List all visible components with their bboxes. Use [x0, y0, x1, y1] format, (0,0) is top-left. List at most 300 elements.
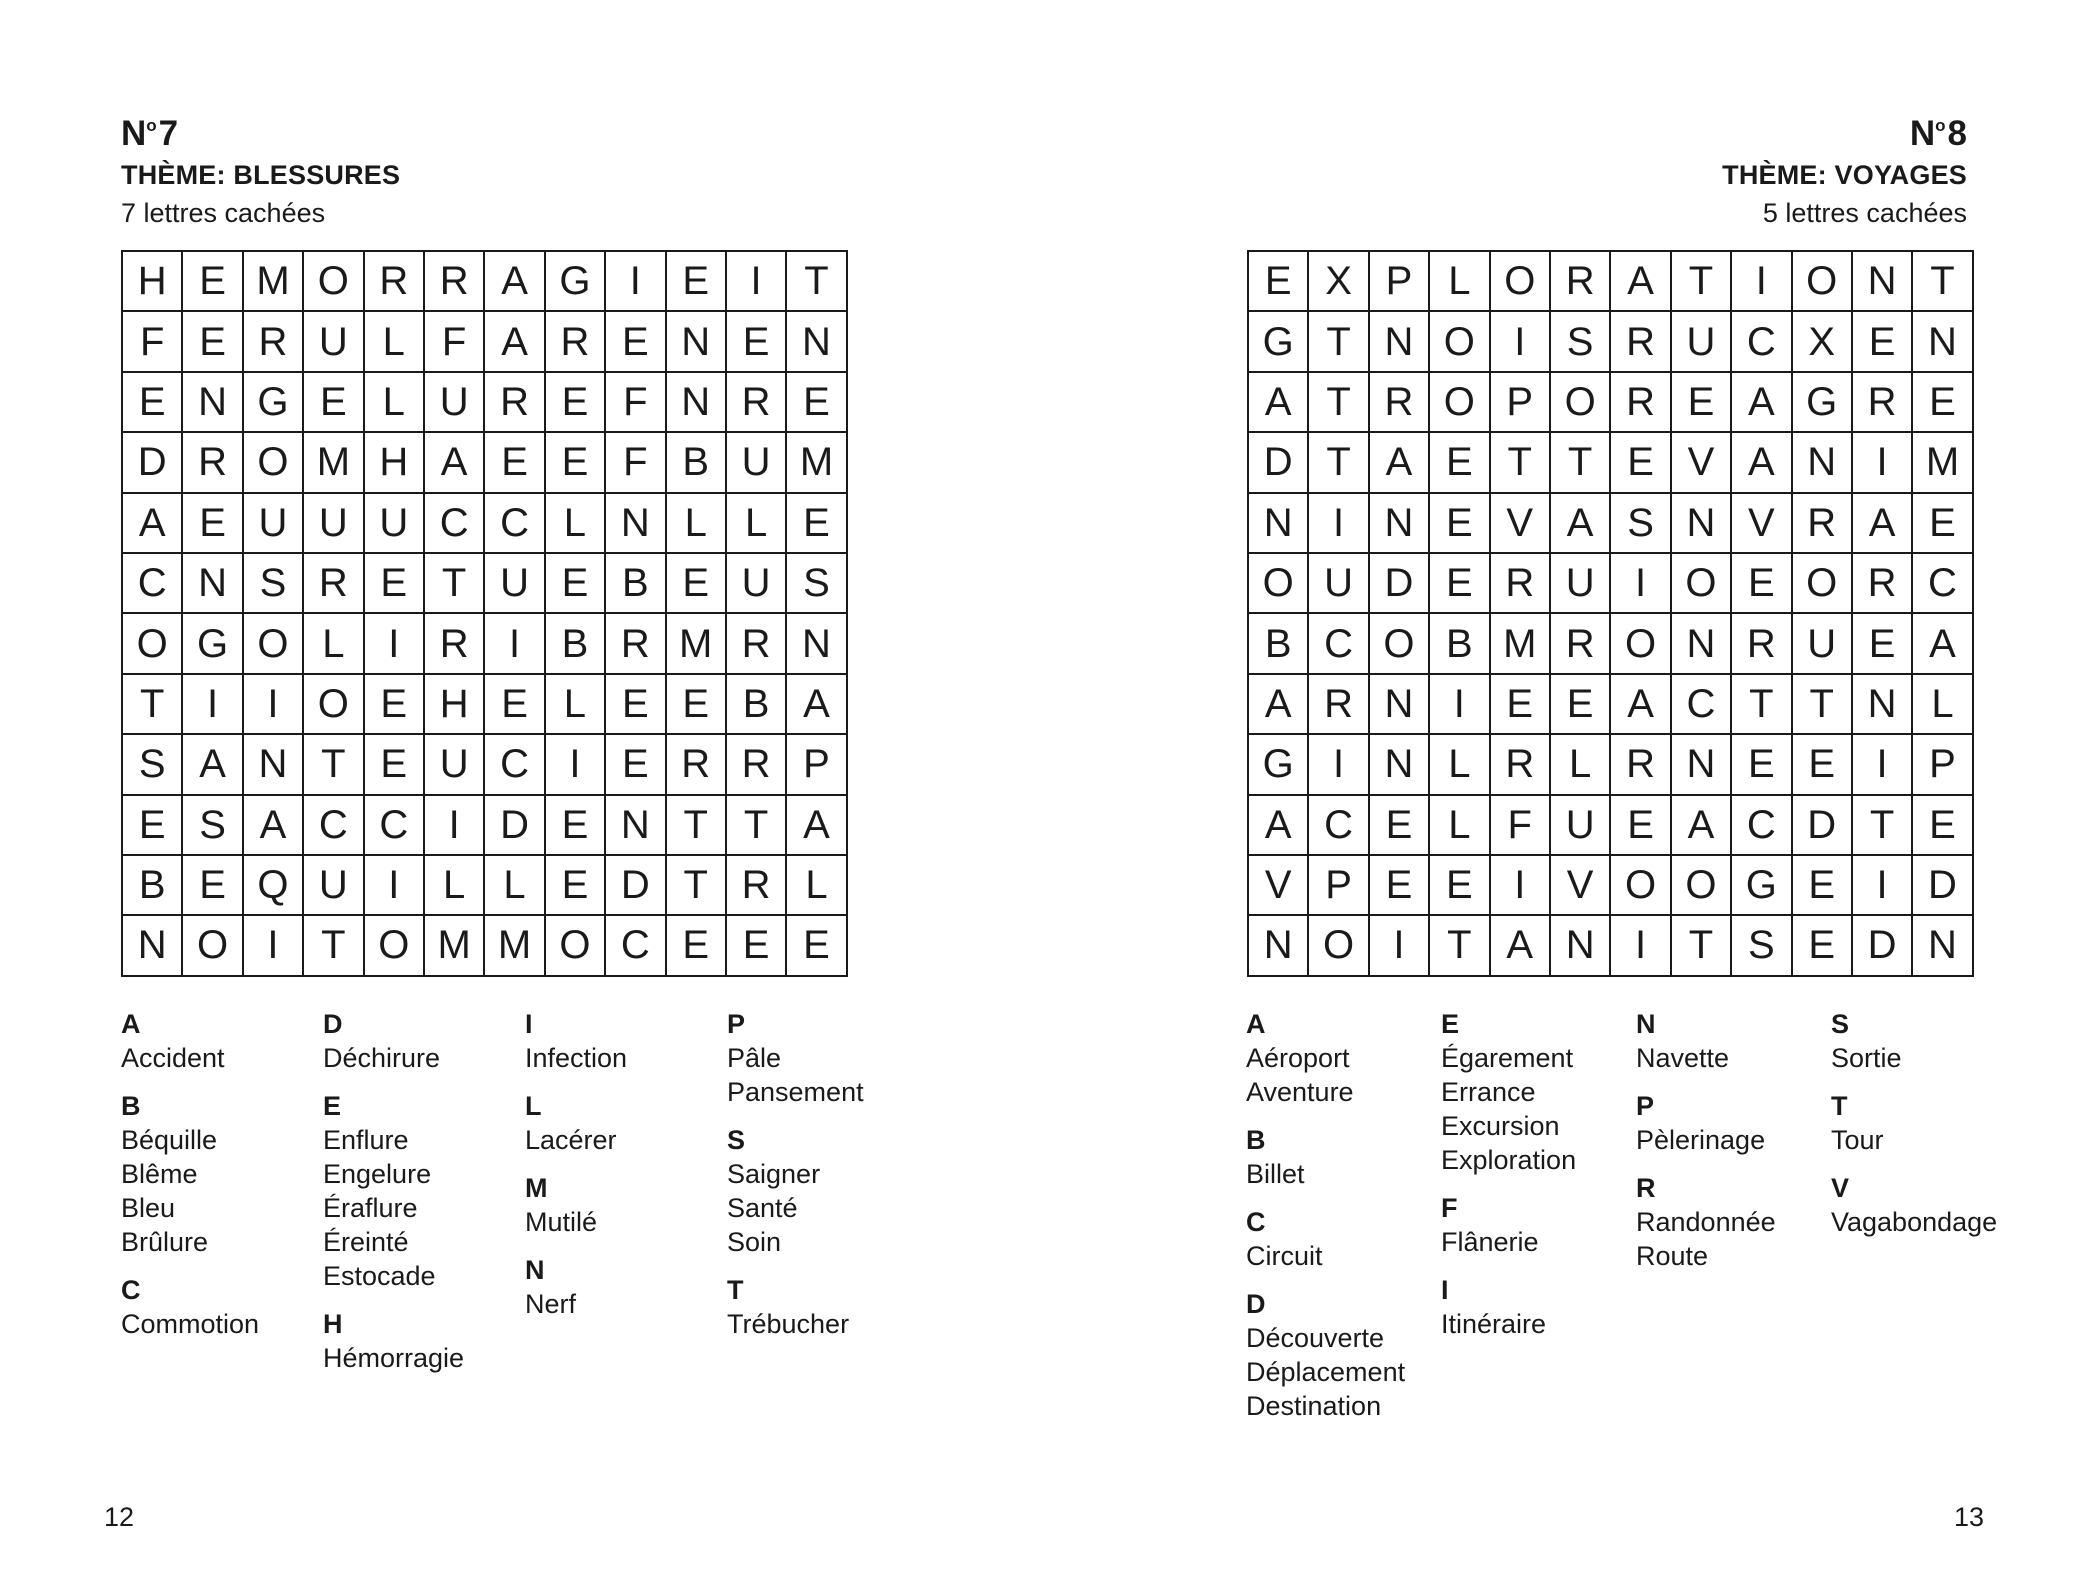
grid-cell: P: [1913, 735, 1973, 795]
number-prefix-sup: o: [146, 116, 157, 135]
word-item: Commotion: [121, 1309, 260, 1339]
puzzle-theme: THÈME: BLESSURES: [121, 160, 401, 190]
grid-cell: G: [1249, 735, 1309, 795]
group-letter: B: [121, 1091, 141, 1121]
word-item: Itinéraire: [1441, 1309, 1547, 1339]
grid-cell: U: [1551, 554, 1611, 614]
grid-cell: E: [1370, 856, 1430, 916]
group-letter: S: [727, 1125, 746, 1155]
word-group: [525, 1172, 727, 1239]
puzzle-number: [1247, 104, 1967, 156]
grid-cell: G: [183, 614, 243, 674]
word-item: Route: [1636, 1241, 1709, 1271]
grid-cell: T: [1913, 252, 1973, 312]
grid-cell: N: [606, 796, 666, 856]
group-letter: A: [121, 1009, 141, 1039]
grid-cell: E: [787, 373, 847, 433]
grid-cell: E: [485, 433, 545, 493]
grid-cell: E: [1793, 856, 1853, 916]
grid-cell: I: [1732, 252, 1792, 312]
grid-cell: O: [304, 252, 364, 312]
grid-cell: F: [606, 373, 666, 433]
grid-cell: N: [1249, 916, 1309, 976]
grid-cell: C: [1732, 312, 1792, 372]
grid-cell: E: [546, 433, 606, 493]
grid-cell: V: [1551, 856, 1611, 916]
grid-cell: S: [244, 554, 304, 614]
word-group: [1636, 1172, 1831, 1273]
grid-cell: T: [1551, 433, 1611, 493]
grid-cell: A: [123, 494, 183, 554]
grid-cell: I: [546, 735, 606, 795]
grid-cell: N: [787, 312, 847, 372]
grid-cell: E: [304, 373, 364, 433]
word-item: Déplacement: [1246, 1357, 1406, 1387]
grid-cell: S: [1732, 916, 1792, 976]
word-list-column: [1636, 1008, 1831, 1438]
grid-cell: O: [1611, 614, 1671, 674]
grid-cell: I: [1309, 494, 1369, 554]
grid-cell: N: [1551, 916, 1611, 976]
grid-cell: O: [1551, 373, 1611, 433]
word-item: Billet: [1246, 1159, 1305, 1189]
word-group: [1246, 1124, 1441, 1191]
grid-cell: L: [1430, 252, 1490, 312]
grid-cell: U: [244, 494, 304, 554]
grid-cell: A: [485, 312, 545, 372]
grid-cell: N: [1853, 252, 1913, 312]
puzzle-theme: THÈME: VOYAGES: [1722, 160, 1967, 190]
word-group: [525, 1254, 727, 1321]
grid-cell: F: [425, 312, 485, 372]
page-number: 13: [1954, 1502, 1985, 1532]
grid-cell: T: [727, 796, 787, 856]
word-list: [121, 1008, 929, 1390]
grid-cell: E: [1430, 856, 1490, 916]
word-item: Hémorragie: [323, 1343, 465, 1373]
grid-cell: R: [1491, 735, 1551, 795]
grid-cell: D: [1913, 856, 1973, 916]
grid-cell: V: [1732, 494, 1792, 554]
grid-cell: A: [1732, 373, 1792, 433]
grid-cell: C: [485, 494, 545, 554]
grid-cell: U: [727, 554, 787, 614]
grid-cell: F: [606, 433, 666, 493]
grid-cell: D: [1793, 796, 1853, 856]
number-value: 7: [158, 114, 179, 153]
grid-cell: E: [1853, 614, 1913, 674]
grid-cell: R: [727, 735, 787, 795]
grid-cell: I: [1611, 554, 1671, 614]
grid-cell: A: [1249, 373, 1309, 433]
grid-cell: B: [1249, 614, 1309, 674]
group-letter: P: [727, 1009, 746, 1039]
grid-cell: O: [1672, 554, 1732, 614]
grid-cell: Q: [244, 856, 304, 916]
grid-cell: O: [1249, 554, 1309, 614]
grid-cell: U: [1551, 796, 1611, 856]
hidden-letters-count: 7 lettres cachées: [121, 198, 326, 228]
word-item: Circuit: [1246, 1241, 1323, 1271]
grid-cell: R: [1309, 675, 1369, 735]
grid-cell: N: [1913, 312, 1973, 372]
grid-cell: E: [1249, 252, 1309, 312]
grid-cell: L: [365, 373, 425, 433]
grid-cell: T: [1853, 796, 1913, 856]
grid-cell: A: [1732, 433, 1792, 493]
grid-cell: E: [546, 554, 606, 614]
grid-cell: D: [1853, 916, 1913, 976]
grid-cell: I: [1370, 916, 1430, 976]
word-group: [1831, 1172, 2026, 1239]
word-group: [323, 1308, 525, 1375]
grid-cell: E: [1551, 675, 1611, 735]
grid-cell: E: [606, 312, 666, 372]
grid-cell: O: [244, 433, 304, 493]
word-item: Pâle: [727, 1043, 782, 1073]
grid-cell: B: [606, 554, 666, 614]
grid-cell: T: [1793, 675, 1853, 735]
grid-cell: R: [365, 252, 425, 312]
grid-cell: L: [425, 856, 485, 916]
grid-cell: E: [1430, 433, 1490, 493]
grid-cell: E: [606, 675, 666, 735]
grid-cell: C: [1309, 796, 1369, 856]
word-item: Randonnée: [1636, 1207, 1776, 1237]
grid-cell: U: [485, 554, 545, 614]
grid-cell: N: [183, 554, 243, 614]
grid-cell: H: [425, 675, 485, 735]
grid-cell: E: [123, 373, 183, 433]
grid-cell: I: [1853, 433, 1913, 493]
grid-cell: E: [1853, 312, 1913, 372]
grid-cell: I: [1491, 312, 1551, 372]
grid-cell: A: [1249, 675, 1309, 735]
word-item: Trébucher: [727, 1309, 850, 1339]
puzzle-header: [121, 104, 841, 232]
grid-cell: U: [425, 373, 485, 433]
word-item: Excursion: [1441, 1111, 1560, 1141]
grid-cell: N: [1672, 494, 1732, 554]
word-item: Infection: [525, 1043, 628, 1073]
grid-cell: O: [1430, 373, 1490, 433]
grid-cell: I: [365, 856, 425, 916]
grid-cell: T: [1672, 916, 1732, 976]
grid-cell: A: [1370, 433, 1430, 493]
grid-cell: I: [1491, 856, 1551, 916]
grid-cell: I: [365, 614, 425, 674]
grid-cell: E: [667, 252, 727, 312]
grid-cell: N: [1249, 494, 1309, 554]
grid-cell: N: [244, 735, 304, 795]
grid-cell: A: [787, 675, 847, 735]
grid-cell: N: [183, 373, 243, 433]
grid-cell: U: [304, 856, 364, 916]
grid-cell: G: [1793, 373, 1853, 433]
word-item: Enflure: [323, 1125, 409, 1155]
grid-cell: N: [667, 312, 727, 372]
grid-cell: C: [1309, 614, 1369, 674]
grid-cell: M: [485, 916, 545, 976]
word-group: [323, 1008, 525, 1075]
grid-cell: N: [1370, 312, 1430, 372]
grid-cell: G: [244, 373, 304, 433]
number-prefix: N: [121, 114, 147, 153]
grid-cell: R: [1551, 252, 1611, 312]
word-item: Aéroport: [1246, 1043, 1350, 1073]
word-list-column: [1831, 1008, 2026, 1438]
word-item: Errance: [1441, 1077, 1536, 1107]
grid-cell: U: [1672, 312, 1732, 372]
grid-cell: E: [1793, 735, 1853, 795]
grid-cell: N: [1370, 675, 1430, 735]
group-letter: N: [1636, 1009, 1656, 1039]
grid-cell: O: [365, 916, 425, 976]
word-item: Béquille: [121, 1125, 218, 1155]
word-list-column: [121, 1008, 323, 1390]
grid-cell: R: [1732, 614, 1792, 674]
grid-cell: A: [1611, 675, 1671, 735]
word-item: Estocade: [323, 1261, 436, 1291]
grid-cell: B: [123, 856, 183, 916]
grid-cell: T: [1309, 373, 1369, 433]
grid-cell: E: [1491, 675, 1551, 735]
grid-cell: N: [1370, 735, 1430, 795]
puzzle-number: [121, 104, 841, 156]
word-item: Découverte: [1246, 1323, 1385, 1353]
grid-cell: M: [425, 916, 485, 976]
grid-cell: X: [1793, 312, 1853, 372]
grid-cell: P: [1309, 856, 1369, 916]
grid-cell: C: [425, 494, 485, 554]
group-letter: T: [727, 1275, 744, 1305]
grid-cell: C: [1672, 675, 1732, 735]
grid-cell: U: [1309, 554, 1369, 614]
grid-cell: E: [667, 554, 727, 614]
grid-cell: U: [425, 735, 485, 795]
word-item: Flânerie: [1441, 1227, 1539, 1257]
grid-cell: C: [606, 916, 666, 976]
word-item: Lacérer: [525, 1125, 617, 1155]
grid-cell: E: [183, 494, 243, 554]
grid-cell: E: [1793, 916, 1853, 976]
grid-cell: E: [787, 916, 847, 976]
word-group: [121, 1274, 323, 1341]
grid-cell: U: [365, 494, 425, 554]
group-letter: S: [1831, 1009, 1850, 1039]
word-list: [1246, 1008, 2026, 1438]
grid-cell: M: [787, 433, 847, 493]
grid-cell: A: [1249, 796, 1309, 856]
grid-cell: A: [1491, 916, 1551, 976]
word-item: Engelure: [323, 1159, 432, 1189]
grid-cell: E: [1913, 373, 1973, 433]
word-group: [1246, 1288, 1441, 1423]
grid-cell: R: [1793, 494, 1853, 554]
grid-cell: I: [244, 675, 304, 735]
grid-cell: A: [1853, 494, 1913, 554]
grid-cell: S: [123, 735, 183, 795]
word-item: Tour: [1831, 1125, 1884, 1155]
grid-cell: O: [183, 916, 243, 976]
grid-cell: N: [1913, 916, 1973, 976]
grid-cell: N: [1853, 675, 1913, 735]
grid-cell: R: [546, 312, 606, 372]
word-group: [1246, 1206, 1441, 1273]
word-item: Éreinté: [323, 1227, 409, 1257]
grid-cell: I: [1430, 675, 1490, 735]
grid-cell: N: [1370, 494, 1430, 554]
grid-cell: I: [1853, 735, 1913, 795]
grid-cell: R: [425, 614, 485, 674]
grid-cell: F: [1491, 796, 1551, 856]
grid-cell: R: [1491, 554, 1551, 614]
word-group: [1246, 1008, 1441, 1109]
number-prefix-sup: o: [1935, 116, 1946, 135]
word-item: Saigner: [727, 1159, 821, 1189]
grid-cell: L: [365, 312, 425, 372]
grid-cell: A: [425, 433, 485, 493]
grid-cell: P: [787, 735, 847, 795]
grid-cell: E: [1611, 433, 1671, 493]
word-group: [1636, 1090, 1831, 1157]
grid-cell: P: [1491, 373, 1551, 433]
grid-cell: D: [123, 433, 183, 493]
grid-cell: E: [727, 916, 787, 976]
grid-cell: C: [365, 796, 425, 856]
grid-cell: T: [123, 675, 183, 735]
grid-cell: I: [1611, 916, 1671, 976]
grid-cell: U: [304, 494, 364, 554]
grid-cell: A: [1611, 252, 1671, 312]
grid-cell: T: [667, 856, 727, 916]
grid-cell: S: [787, 554, 847, 614]
grid-cell: M: [1491, 614, 1551, 674]
word-search-grid: [121, 250, 848, 977]
word-group: [1831, 1090, 2026, 1157]
grid-cell: R: [425, 252, 485, 312]
grid-cell: C: [1913, 554, 1973, 614]
group-letter: M: [525, 1173, 548, 1203]
word-item: Soin: [727, 1227, 782, 1257]
grid-cell: O: [546, 916, 606, 976]
word-group: [525, 1090, 727, 1157]
word-group: [1441, 1192, 1636, 1259]
grid-cell: E: [1913, 796, 1973, 856]
grid-cell: E: [1732, 554, 1792, 614]
grid-cell: L: [304, 614, 364, 674]
group-letter: H: [323, 1309, 343, 1339]
word-group: [121, 1090, 323, 1259]
word-group: [1441, 1008, 1636, 1177]
grid-cell: C: [304, 796, 364, 856]
grid-cell: R: [1370, 373, 1430, 433]
word-item: Santé: [727, 1193, 798, 1223]
word-item: Vagabondage: [1831, 1207, 1998, 1237]
group-letter: N: [525, 1255, 545, 1285]
grid-cell: N: [787, 614, 847, 674]
grid-cell: R: [1551, 614, 1611, 674]
grid-cell: N: [1793, 433, 1853, 493]
grid-cell: O: [1370, 614, 1430, 674]
word-group: [727, 1124, 929, 1259]
number-prefix: N: [1909, 114, 1936, 153]
grid-cell: E: [1913, 494, 1973, 554]
grid-cell: L: [787, 856, 847, 916]
group-letter: F: [1441, 1193, 1458, 1223]
word-item: Blême: [121, 1159, 198, 1189]
grid-cell: T: [1672, 252, 1732, 312]
grid-cell: S: [1551, 312, 1611, 372]
grid-cell: O: [1430, 312, 1490, 372]
grid-cell: T: [1732, 675, 1792, 735]
grid-cell: I: [244, 916, 304, 976]
group-letter: V: [1831, 1173, 1850, 1203]
grid-cell: E: [1732, 735, 1792, 795]
grid-cell: A: [1672, 796, 1732, 856]
grid-cell: M: [1913, 433, 1973, 493]
right-page: [1037, 0, 2074, 1583]
word-group: [727, 1274, 929, 1341]
word-item: Nerf: [525, 1289, 577, 1319]
grid-cell: I: [1853, 856, 1913, 916]
grid-cell: E: [606, 735, 666, 795]
word-group: [1441, 1274, 1636, 1341]
grid-cell: N: [606, 494, 666, 554]
grid-cell: E: [365, 735, 425, 795]
grid-cell: C: [485, 735, 545, 795]
word-group: [1831, 1008, 2026, 1075]
grid-cell: E: [365, 675, 425, 735]
word-item: Pèlerinage: [1636, 1125, 1766, 1155]
grid-cell: E: [123, 796, 183, 856]
grid-cell: E: [667, 916, 727, 976]
word-item: Pansement: [727, 1077, 864, 1107]
grid-cell: M: [304, 433, 364, 493]
grid-cell: R: [727, 373, 787, 433]
word-group: [121, 1008, 323, 1075]
word-item: Brûlure: [121, 1227, 209, 1257]
grid-cell: L: [485, 856, 545, 916]
grid-cell: A: [485, 252, 545, 312]
grid-cell: I: [425, 796, 485, 856]
grid-cell: E: [365, 554, 425, 614]
grid-cell: E: [1611, 796, 1671, 856]
grid-cell: E: [1430, 554, 1490, 614]
grid-cell: T: [787, 252, 847, 312]
grid-cell: L: [1913, 675, 1973, 735]
group-letter: R: [1636, 1173, 1656, 1203]
word-item: Exploration: [1441, 1145, 1577, 1175]
word-item: Mutilé: [525, 1207, 598, 1237]
grid-cell: R: [727, 856, 787, 916]
word-list-column: [525, 1008, 727, 1390]
grid-cell: E: [667, 675, 727, 735]
grid-cell: S: [1611, 494, 1671, 554]
grid-cell: R: [606, 614, 666, 674]
grid-cell: L: [667, 494, 727, 554]
grid-cell: T: [667, 796, 727, 856]
number-value: 8: [1947, 114, 1967, 153]
grid-cell: P: [1370, 252, 1430, 312]
grid-cell: T: [1309, 312, 1369, 372]
grid-cell: A: [1913, 614, 1973, 674]
grid-cell: O: [244, 614, 304, 674]
grid-cell: D: [485, 796, 545, 856]
word-item: Destination: [1246, 1391, 1382, 1421]
grid-cell: D: [606, 856, 666, 916]
grid-cell: E: [183, 252, 243, 312]
